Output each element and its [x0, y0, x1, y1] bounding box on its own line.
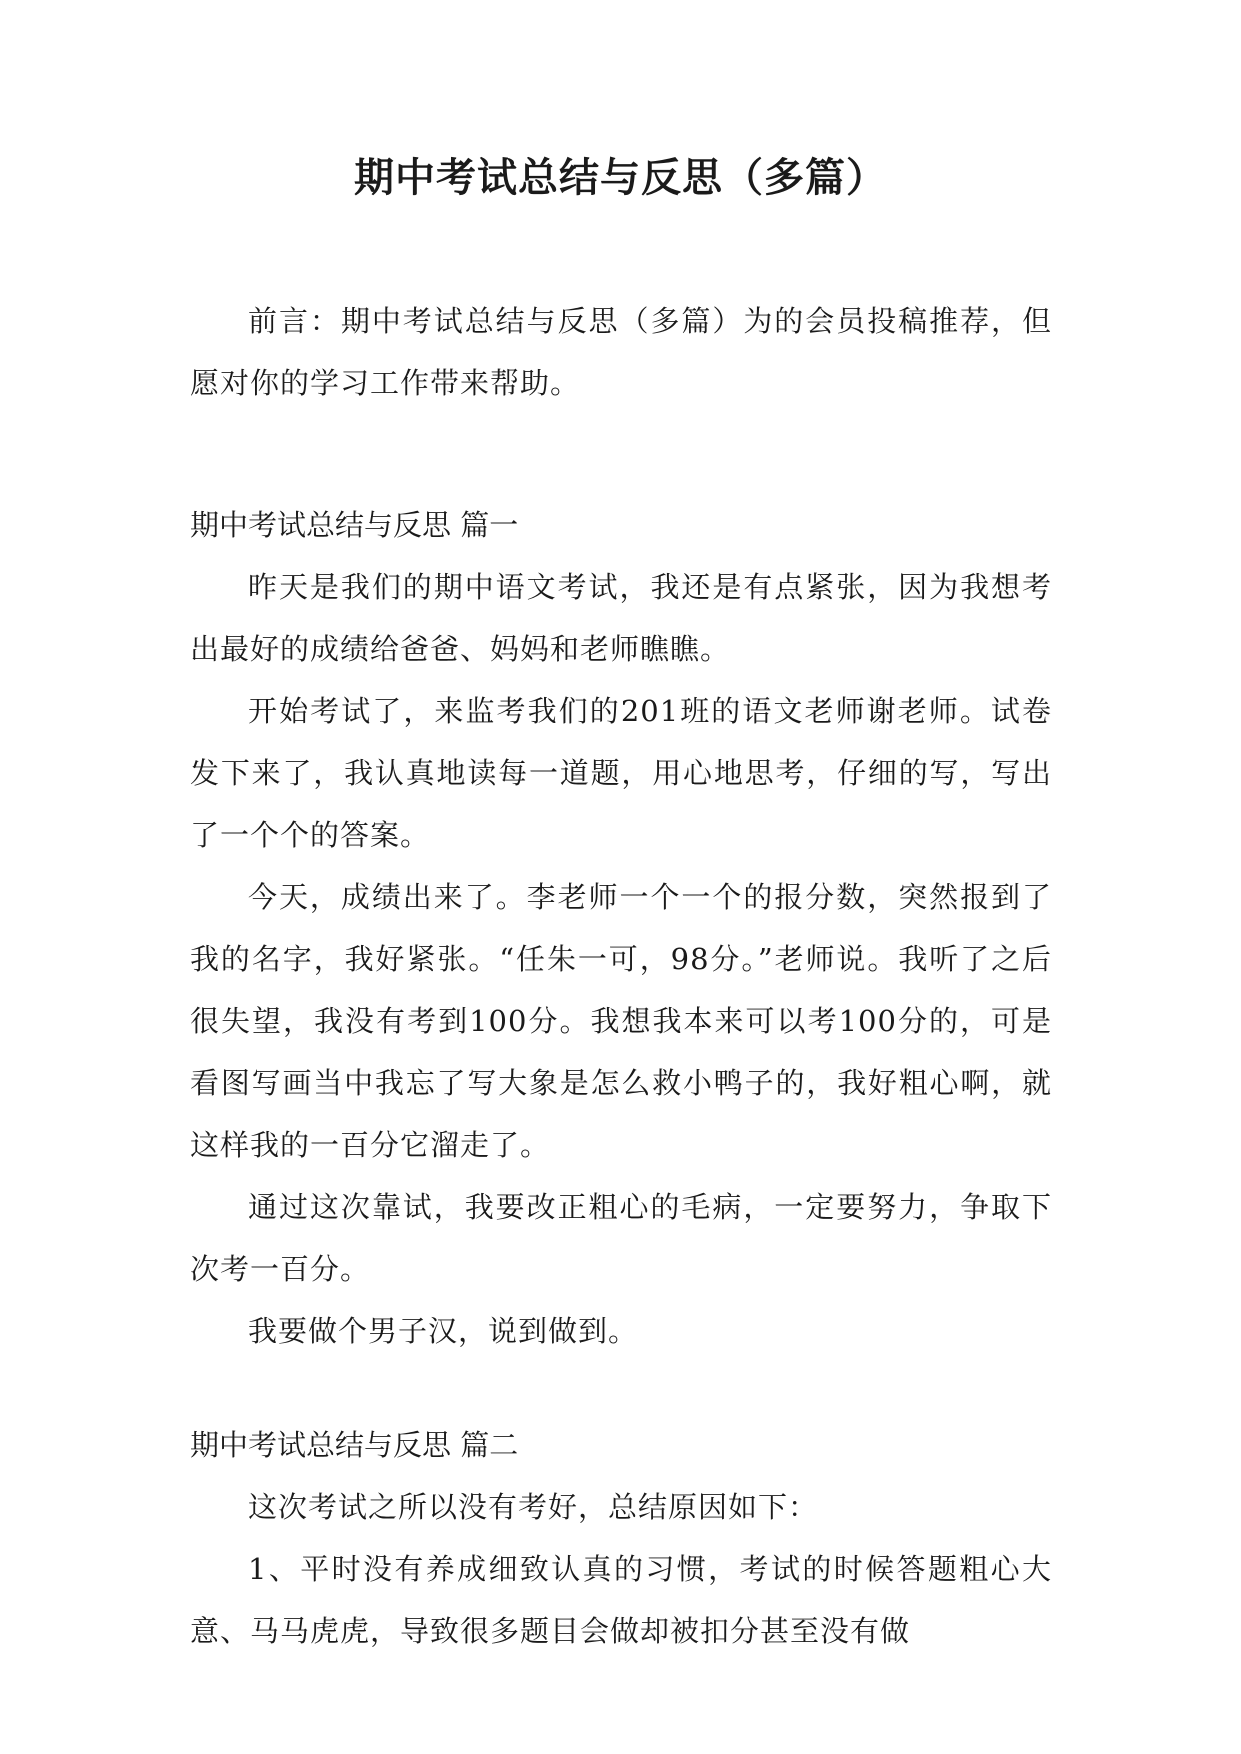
section-heading-2: 期中考试总结与反思 篇二 — [190, 1428, 519, 1462]
section-1-paragraph-5: 我要做个男子汉，说到做到。 — [248, 1314, 639, 1348]
preface-paragraph: 前言：期中考试总结与反思（多篇）为的会员投稿推荐，但愿对你的学习工作带来帮助。 — [190, 304, 1052, 400]
section-1-paragraph-3: 今天，成绩出来了。李老师一个一个的报分数，突然报到了我的名字，我好紧张。“任朱一可，98分。”老师说。我听了之后很失望，我没有考到100分。我想我本来可以考100分的，可是看图写画当中我忘了写大象是怎么救小鸭子的，我好粗心啊，就这样我的一百分它溜走了。 — [190, 880, 1052, 1162]
document-title: 期中考试总结与反思（多篇） — [354, 155, 887, 201]
section-1-paragraph-4: 通过这次靠试，我要改正粗心的毛病，一定要努力，争取下次考一百分。 — [190, 1190, 1052, 1286]
section-gap — [190, 1362, 1052, 1414]
section-gap — [190, 414, 1052, 494]
section-1-paragraph-2: 开始考试了，来监考我们的201班的语文老师谢老师。试卷发下来了，我认真地读每一道题，用心地思考，仔细的写，写出了一个个的答案。 — [190, 694, 1052, 852]
section-2-paragraph-1: 这次考试之所以没有考好，总结原因如下： — [248, 1490, 819, 1524]
section-2-paragraph-2: 1、平时没有养成细致认真的习惯，考试的时候答题粗心大意、马马虎虎，导致很多题目会做却被扣分甚至没有做 — [190, 1552, 1052, 1648]
section-1-paragraph-1: 昨天是我们的期中语文考试，我还是有点紧张，因为我想考出最好的成绩给爸爸、妈妈和老师瞧瞧。 — [190, 570, 1052, 666]
document-body — [190, 290, 1052, 1662]
section-heading-1: 期中考试总结与反思 篇一 — [190, 508, 519, 542]
